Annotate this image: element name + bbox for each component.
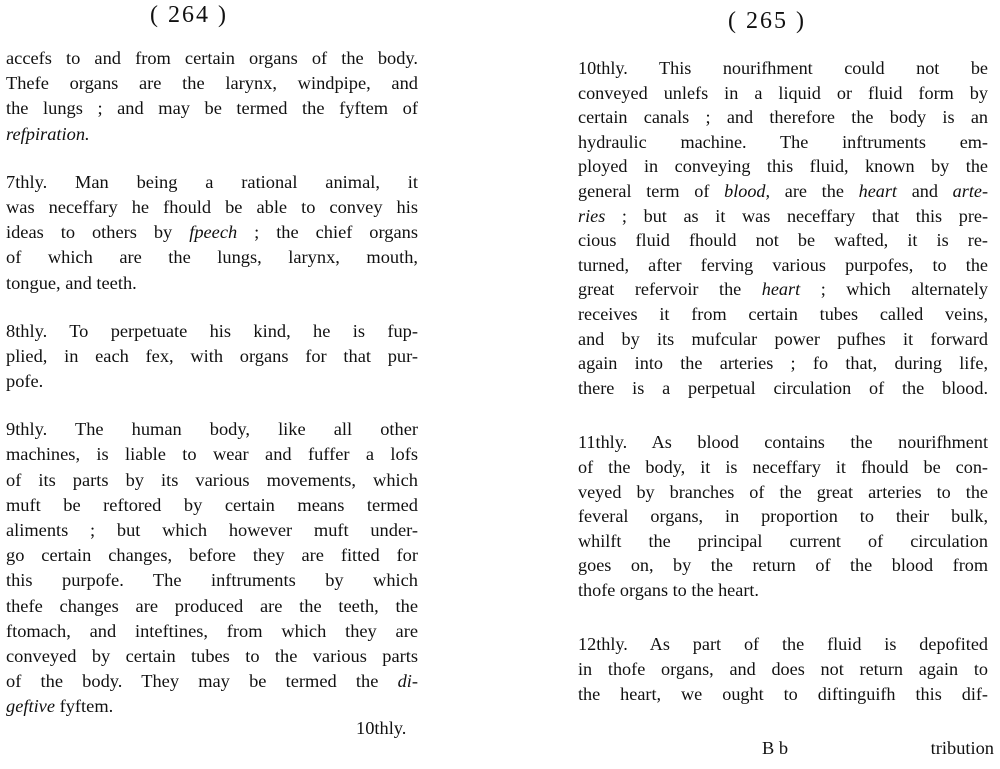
- text-line: receives it from certain tubes called veins,: [578, 303, 988, 324]
- text-line: in thofe organs, and does not return again to: [578, 659, 988, 680]
- italic-term: di-: [397, 671, 418, 692]
- text-line: [578, 179, 988, 204]
- text-line: again into the arteries ; fo that, during life,: [578, 353, 988, 374]
- text-line: thefe changes are produced are the teeth, the: [6, 595, 418, 616]
- text-line: goes on, by the return of the blood from: [578, 555, 988, 576]
- text-line: and by its mufcular power pufhes it forward: [578, 328, 988, 349]
- text-line: pofe.: [6, 371, 44, 392]
- signature-mark: B b: [762, 738, 789, 758]
- text-line: [6, 122, 418, 147]
- text-line: 9thly. The human body, like all other: [6, 419, 418, 440]
- italic-term: blood,: [724, 180, 771, 201]
- text-line: [6, 220, 418, 245]
- text-line: 11thly. As blood contains the nourifhment: [578, 432, 988, 453]
- page-number-right: ( 265 ): [728, 8, 806, 34]
- catchword-left: 10thly.: [356, 718, 407, 738]
- text-line: tongue, and teeth.: [6, 272, 137, 293]
- text-fragment: ; the chief organs: [237, 222, 418, 243]
- italic-term: arte-: [952, 180, 989, 201]
- text-fragment: ideas to others by: [6, 222, 190, 243]
- right-page-text: [578, 56, 988, 706]
- text-line: feveral organs, in proportion to their bulk,: [578, 506, 988, 527]
- text-line: of its parts by its various movements, which: [6, 469, 418, 490]
- text-line: Thefe organs are the larynx, windpipe, and: [6, 73, 418, 94]
- text-line: ployed in conveying this fluid, known by the: [578, 156, 988, 177]
- italic-term: ries: [578, 205, 606, 226]
- text-line: certain canals ; and therefore the body is an: [578, 107, 988, 128]
- italic-term: heart: [761, 279, 801, 300]
- text-line: go certain changes, before they are fitted for: [6, 545, 418, 566]
- text-line: 12thly. As part of the fluid is depofited: [578, 634, 988, 655]
- italic-term: heart: [858, 180, 897, 201]
- page-number-left: ( 264 ): [150, 2, 228, 28]
- text-line: whilft the principal current of circulation: [578, 530, 988, 551]
- text-fragment: and: [897, 180, 953, 201]
- text-line: the heart, we ought to diftinguifh this dif-: [578, 683, 988, 704]
- left-page-text: [6, 46, 418, 720]
- text-fragment: general term of: [578, 180, 725, 201]
- text-line: turned, after ferving various purpofes, to the: [578, 254, 988, 275]
- text-line: plied, in each fex, with organs for that pur-: [6, 345, 418, 366]
- text-line: conveyed unlefs in a liquid or fluid form by: [578, 82, 988, 103]
- text-line: 8thly. To perpetuate his kind, he is fup-: [6, 320, 418, 341]
- text-line: this purpofe. The inftruments by which: [6, 570, 418, 591]
- text-fragment: great refervoir the: [578, 279, 762, 300]
- text-line: [6, 694, 418, 719]
- text-line: accefs to and from certain organs of the body.: [6, 48, 418, 68]
- text-fragment: are the: [770, 180, 859, 201]
- text-line: the lungs ; and may be termed the fyftem of: [6, 98, 418, 119]
- text-line: [6, 669, 418, 694]
- text-fragment: of the body. They may be termed the: [6, 671, 398, 692]
- text-line: was neceffary he fhould be able to convey his: [6, 196, 418, 217]
- text-line: ftomach, and inteftines, from which they are: [6, 620, 418, 641]
- italic-term: geftive: [6, 696, 56, 717]
- text-line: thofe organs to the heart.: [578, 579, 759, 600]
- text-line: muft be reftored by certain means termed: [6, 494, 418, 515]
- catchword-right: tribution: [930, 738, 994, 758]
- italic-term: fpeech: [189, 222, 238, 243]
- text-line: hydraulic machine. The inftruments em-: [578, 131, 988, 152]
- text-line: of the body, it is neceffary it fhould be con-: [578, 456, 988, 477]
- text-fragment: ; which alternately: [800, 279, 988, 300]
- text-line: of which are the lungs, larynx, mouth,: [6, 247, 418, 268]
- text-line: [578, 204, 988, 229]
- text-fragment: fyftem.: [55, 696, 114, 717]
- italic-term: refpiration.: [6, 123, 90, 144]
- text-line: veyed by branches of the great arteries to the: [578, 481, 988, 502]
- text-fragment: ; but as it was neceffary that this pre-: [605, 205, 988, 226]
- text-line: conveyed by certain tubes to the various parts: [6, 645, 418, 666]
- text-line: [578, 277, 988, 302]
- text-line: machines, is liable to wear and fuffer a lofs: [6, 444, 418, 465]
- text-line: cious fluid fhould not be wafted, it is re-: [578, 230, 988, 251]
- text-line: 7thly. Man being a rational animal, it: [6, 171, 418, 192]
- text-line: 10thly. This nourifhment could not be: [578, 58, 988, 78]
- text-line: there is a perpetual circulation of the blood.: [578, 377, 988, 398]
- text-line: aliments ; but which however muft under-: [6, 520, 418, 540]
